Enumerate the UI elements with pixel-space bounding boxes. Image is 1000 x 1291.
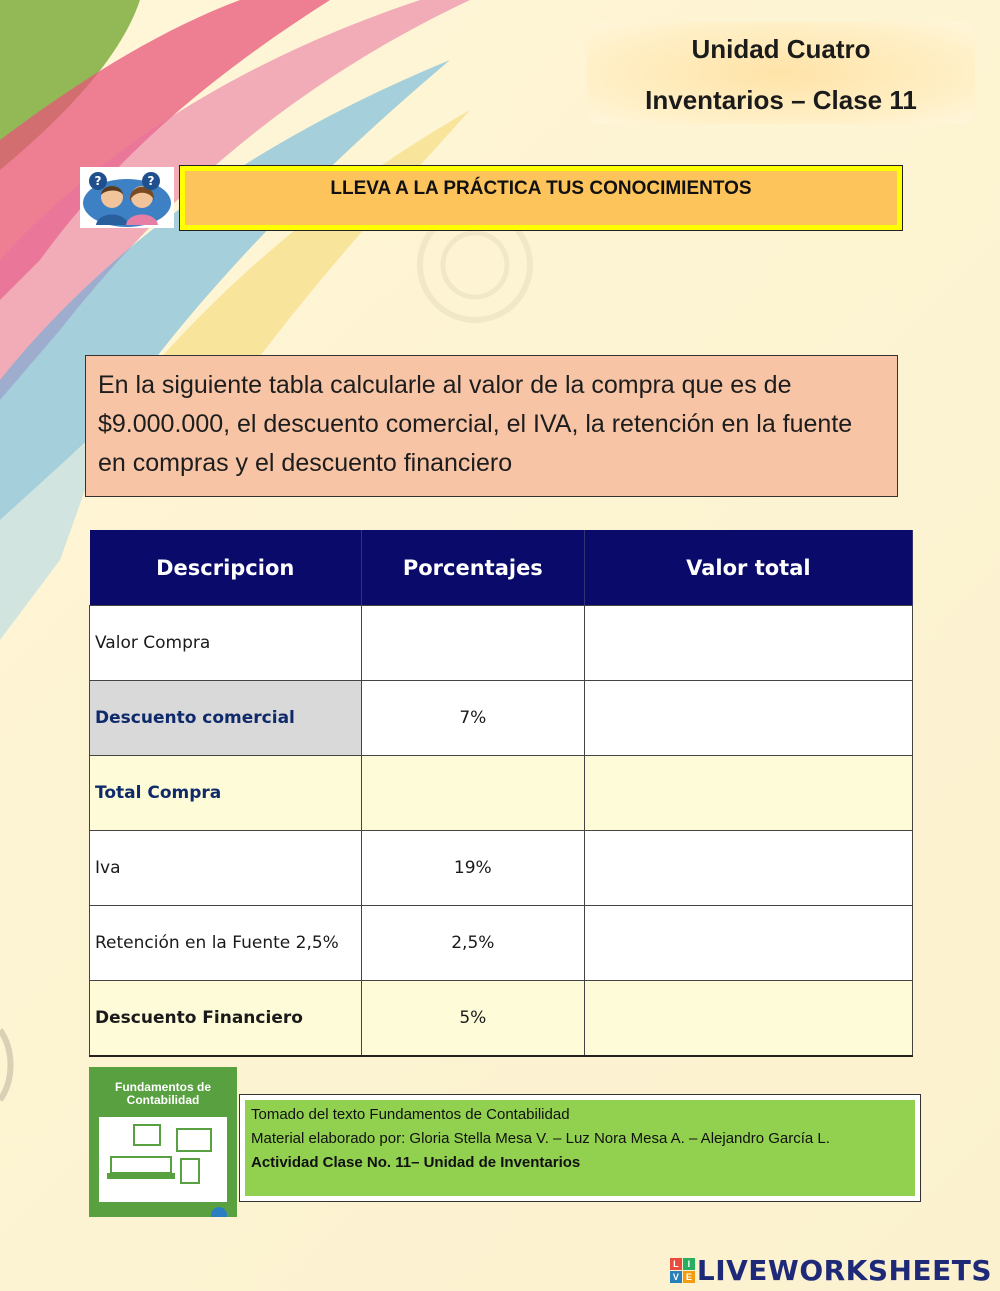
- row-percentage: 2,5%: [361, 906, 584, 981]
- liveworksheets-logo-icon: L I V E: [670, 1258, 695, 1283]
- value-answer-field[interactable]: [584, 606, 912, 681]
- table-row: [90, 681, 913, 756]
- banner-title: LLEVA A LA PRÁCTICA TUS CONOCIMIENTOS: [185, 171, 897, 225]
- credit-authors: Material elaborado por: Gloria Stella Mesa V. – Luz Nora Mesa A. – Alejandro García L.: [251, 1130, 830, 1147]
- value-answer-field[interactable]: [584, 756, 912, 831]
- unit-header: [587, 22, 975, 124]
- table-row: [90, 906, 913, 981]
- row-percentage: 5%: [361, 981, 584, 1057]
- value-answer-field[interactable]: [584, 831, 912, 906]
- row-description: Total Compra: [90, 756, 362, 831]
- calculation-table: [89, 530, 913, 1057]
- row-description: Descuento comercial: [90, 681, 362, 756]
- value-answer-field[interactable]: [584, 981, 912, 1057]
- table-row: [90, 756, 913, 831]
- value-answer-field[interactable]: [584, 906, 912, 981]
- liveworksheets-logo: [670, 1254, 992, 1286]
- header-porcentajes: Porcentajes: [361, 530, 584, 606]
- table-row: [90, 831, 913, 906]
- class-title: Inventarios – Clase 11: [645, 85, 917, 115]
- credit-activity: Actividad Clase No. 11– Unidad de Inventarios: [251, 1154, 581, 1171]
- percentage-answer-field[interactable]: [361, 606, 584, 681]
- instruction-box: En la siguiente tabla calcularle al valor de la compra que es de $9.000.000, el descuento comercial, el IVA, la retención en la fuente en compras y el descuento financiero: [85, 355, 898, 497]
- svg-text:?: ?: [94, 174, 102, 188]
- value-answer-field[interactable]: [584, 681, 912, 756]
- row-percentage: 7%: [361, 681, 584, 756]
- svg-text:?: ?: [147, 174, 155, 188]
- row-description: Valor Compra: [90, 606, 362, 681]
- practice-banner: [179, 165, 903, 231]
- logo-text: LIVEWORKSHEETS: [696, 1253, 992, 1287]
- unit-title: Unidad Cuatro: [691, 34, 871, 64]
- header-descripcion: Descripcion: [90, 530, 362, 606]
- row-description: Iva: [90, 831, 362, 906]
- row-description: Retención en la Fuente 2,5%: [90, 906, 362, 981]
- book-title: Fundamentos de Contabilidad: [114, 1080, 211, 1107]
- table-header-row: [90, 530, 913, 606]
- table-row: [90, 606, 913, 681]
- table-row: [90, 981, 913, 1057]
- students-avatar-icon: [80, 167, 174, 228]
- credit-source: Tomado del texto Fundamentos de Contabilidad: [251, 1106, 570, 1123]
- header-valor-total: Valor total: [584, 530, 912, 606]
- book-cover: [89, 1067, 237, 1217]
- percentage-answer-field[interactable]: [361, 756, 584, 831]
- row-percentage: 19%: [361, 831, 584, 906]
- credit-box: [239, 1094, 921, 1202]
- row-description: Descuento Financiero: [90, 981, 362, 1057]
